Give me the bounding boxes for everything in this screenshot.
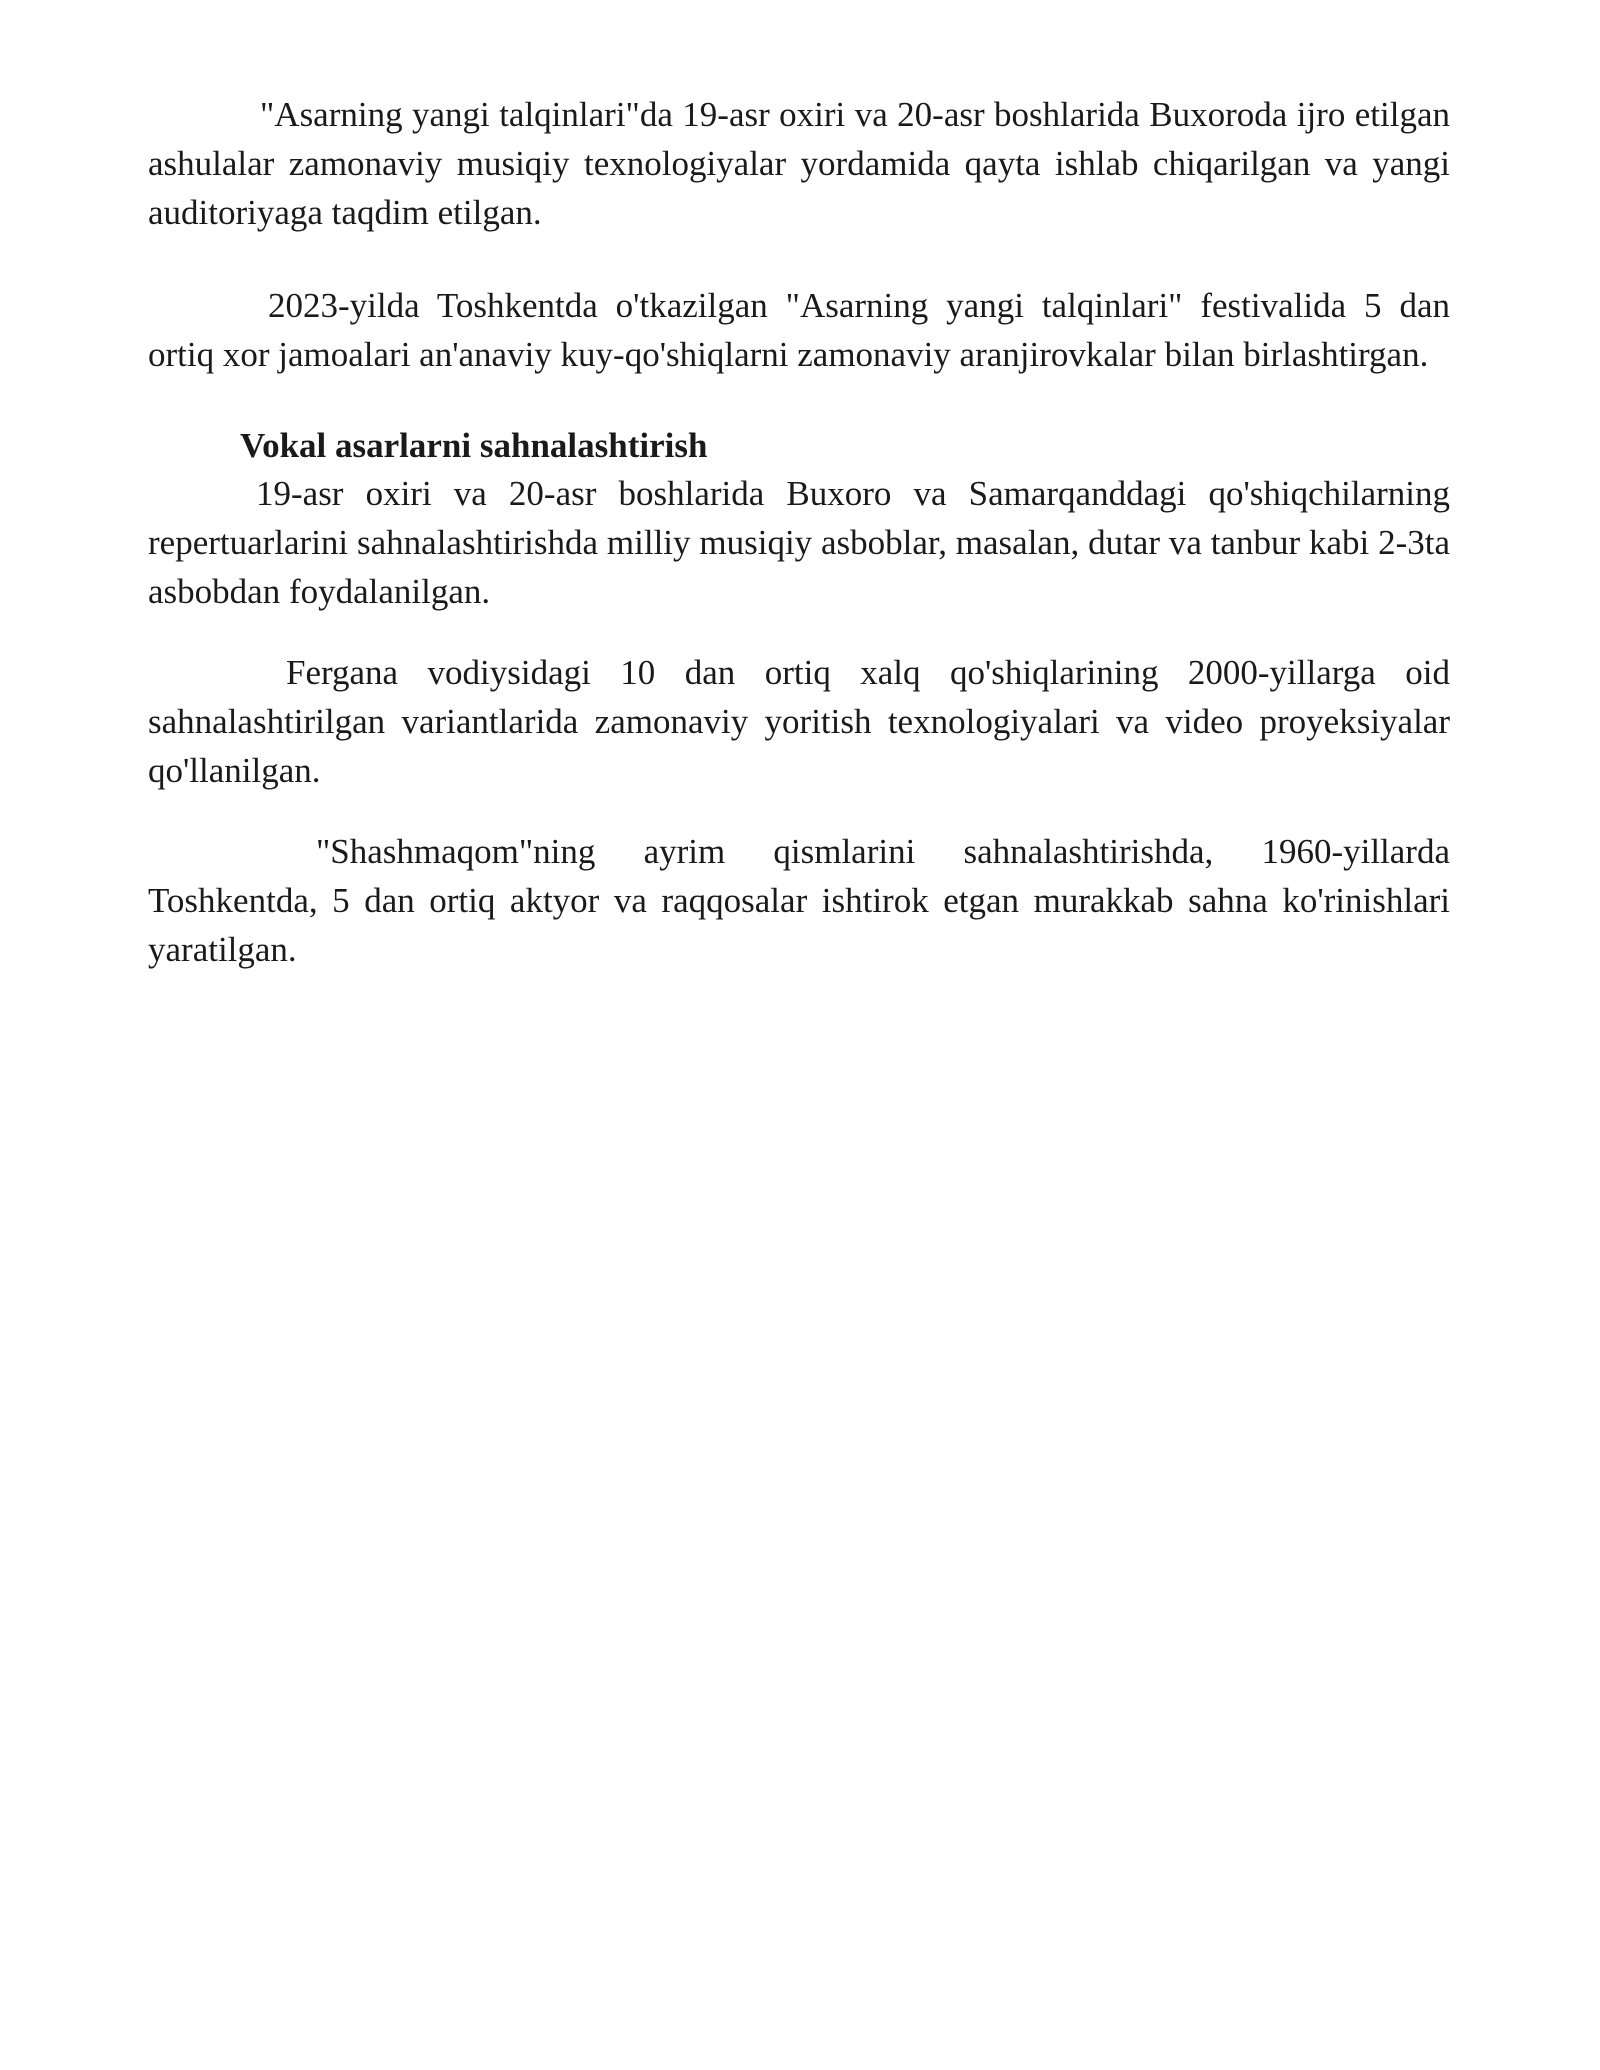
paragraph-3: 19-asr oxiri va 20-asr boshlarida Buxoro va Samarqanddagi qo'shiqchilarning repertuarlarini sahnalashtirishda milliy musiqiy asboblar, masalan, dutar va tanbur kabi 2-3ta asbobdan foydalanilgan. — [148, 474, 1450, 611]
paragraph-2: 2023-yilda Toshkentda o'tkazilgan "Asarning yangi talqinlari" festivalida 5 dan ortiq xor jamoalari an'anaviy kuy-qo'shiqlarni zamonaviy aranjirovkalar bilan birlashtirgan. — [148, 286, 1450, 374]
document-body — [148, 90, 1450, 974]
paragraph-5: "Shashmaqom"ning ayrim qismlarini sahnalashtirishda, 1960-yillarda Toshkentda, 5 dan ortiq aktyor va raqqosalar ishtirok etgan murakkab sahna ko'rinishlari yaratilgan. — [148, 832, 1450, 969]
paragraph-4: Fergana vodiysidagi 10 dan ortiq xalq qo'shiqlarining 2000-yillarga oid sahnalashtirilgan variantlarida zamonaviy yoritish texnologiyalari va video proyeksiyalar qo'llanilgan. — [148, 653, 1450, 790]
paragraph-1: "Asarning yangi talqinlari"da 19-asr oxiri va 20-asr boshlarida Buxoroda ijro etilgan ashulalar zamonaviy musiqiy texnologiyalar yordamida qayta ishlab chiqarilgan va yangi auditoriyaga taqdim etilgan. — [148, 95, 1450, 232]
section-heading: Vokal asarlarni sahnalashtirish — [240, 426, 708, 465]
